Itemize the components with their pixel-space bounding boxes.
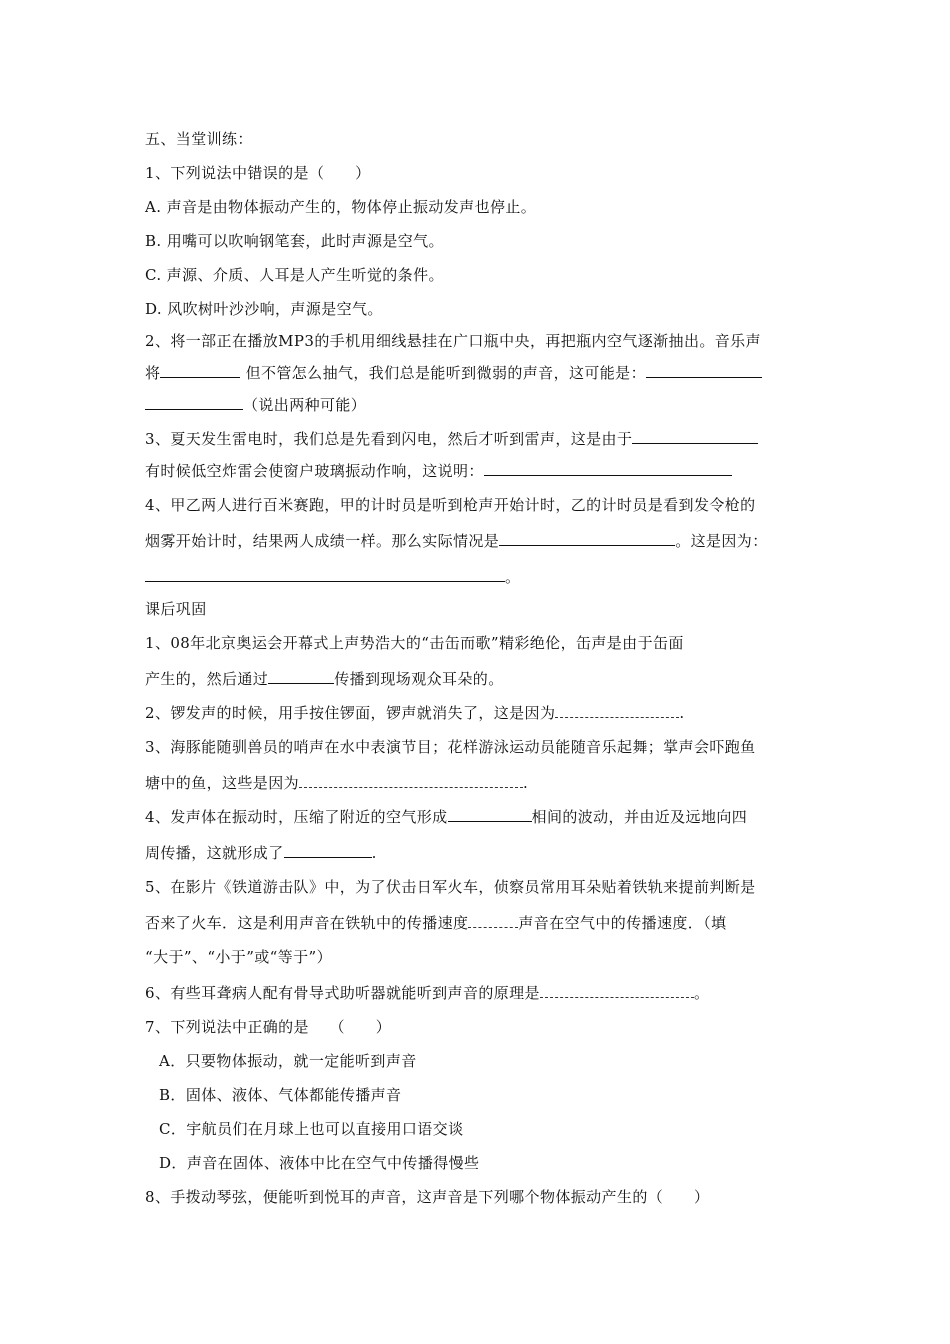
question-4-blank-1[interactable] (499, 531, 675, 546)
question-1-option-a: A. 声音是由物体振动产生的，物体停止振动发声也停止。 (145, 198, 537, 216)
review-4-text-d: . (371, 844, 377, 862)
question-3-blank-2[interactable] (484, 461, 732, 476)
question-3-text-b: 有时候低空炸雷会使窗户玻璃振动作响，这说明： (145, 462, 484, 480)
review-3-line-2 (145, 772, 528, 793)
question-3-text-a: 3、夏天发生雷电时，我们总是先看到闪电，然后才听到雷声，这是由于 (145, 430, 633, 448)
section-title: 五、当堂训练： (145, 130, 253, 148)
question-1-option-b: B. 用嘴可以吹响钢笔套，此时声源是空气。 (145, 232, 444, 250)
review-5-text-b: 声音在空气中的传播速度．（填 (518, 914, 727, 932)
question-3-blank-1[interactable] (632, 429, 758, 444)
question-4-line-1: 4、甲乙两人进行百米赛跑，甲的计时员是听到枪声开始计时，乙的计时员是看到发令枪的 (145, 496, 756, 514)
review-title: 课后巩固 (145, 600, 207, 618)
review-3-blank[interactable] (299, 773, 523, 788)
review-7-option-d: D．声音在固体、液体中比在空气中传播得慢些 (159, 1154, 480, 1172)
review-3-text-b: . (523, 774, 529, 792)
question-2-text-a: 将 (145, 364, 161, 382)
review-2-text-b: . (679, 704, 685, 722)
review-5-line-2 (145, 912, 727, 933)
review-2-blank[interactable] (555, 703, 679, 718)
question-1-option-c: C. 声源、介质、人耳是人产生听觉的条件。 (145, 266, 444, 284)
question-2-line-2 (145, 362, 762, 383)
review-3-text-a: 塘中的鱼，这些是因为 (145, 774, 300, 792)
review-2-line (145, 702, 685, 723)
question-1-option-d: D. 风吹树叶沙沙响，声源是空气。 (145, 300, 383, 318)
review-1-line-1: 1、08年北京奥运会开幕式上声势浩大的“击缶而歌”精彩绝伦，缶声是由于缶面 (145, 634, 684, 652)
question-2-blank-2[interactable] (646, 363, 762, 378)
question-4-blank-2[interactable] (145, 567, 505, 582)
review-6-blank[interactable] (540, 983, 694, 998)
question-3-line-2 (145, 460, 732, 481)
review-1-line-2 (145, 668, 504, 689)
question-3-line-1 (145, 428, 758, 449)
review-4-text-c: 周传播，这就形成了 (145, 844, 284, 862)
review-1-text-b: 传播到现场观众耳朵的。 (334, 670, 504, 688)
review-4-blank-1[interactable] (448, 807, 532, 822)
review-7-option-a: A．只要物体振动，就一定能听到声音 (159, 1052, 417, 1070)
review-4-line-1 (145, 806, 747, 827)
question-2-line-3 (145, 394, 366, 415)
question-4-text-a: 烟雾开始计时，结果两人成绩一样。那么实际情况是 (145, 532, 500, 550)
question-2-text-b: 但不管怎么抽气，我们总是能听到微弱的声音，这可能是： (240, 364, 646, 382)
review-1-blank[interactable] (268, 669, 334, 684)
question-4-line-3 (145, 566, 520, 587)
review-6-line (145, 982, 709, 1003)
review-5-text-a: 否来了火车．这是利用声音在铁轨中的传播速度 (145, 914, 469, 932)
review-6-text-a: 6、有些耳聋病人配有骨导式助听器就能听到声音的原理是 (145, 984, 540, 1002)
review-4-text-b: 相间的波动，并由近及远地向四 (531, 808, 748, 826)
question-2-text-c: （说出两种可能） (243, 396, 367, 414)
review-1-text-a: 产生的，然后通过 (145, 670, 269, 688)
review-5-blank[interactable] (468, 913, 518, 928)
review-7-option-c: C．宇航员们在月球上也可以直接用口语交谈 (159, 1120, 464, 1138)
question-2-blank-3[interactable] (145, 395, 243, 410)
question-4-line-2 (145, 530, 768, 551)
review-3-line-1: 3、海豚能随驯兽员的哨声在水中表演节目；花样游泳运动员能随音乐起舞；掌声会吓跑鱼 (145, 738, 756, 756)
review-7-stem: 7、下列说法中正确的是 （ ） (145, 1018, 392, 1036)
review-4-line-2 (145, 842, 377, 863)
question-2-line-1: 2、将一部正在播放MP3的手机用细线悬挂在广口瓶中央，再把瓶内空气逐渐抽出。音乐声 (145, 332, 761, 350)
question-4-text-c: 。 (505, 568, 521, 586)
question-2-blank-1[interactable] (160, 363, 240, 378)
review-4-blank-2[interactable] (284, 843, 372, 858)
review-5-line-1: 5、在影片《铁道游击队》中，为了伏击日军火车，侦察员常用耳朵贴着铁轨来提前判断是 (145, 878, 756, 896)
review-7-option-b: B．固体、液体、气体都能传播声音 (159, 1086, 402, 1104)
question-4-text-b: 。这是因为： (675, 532, 768, 550)
review-5-line-3: “大于”、“小于”或“等于”） (145, 948, 333, 966)
review-8-stem: 8、手拨动琴弦，便能听到悦耳的声音，这声音是下列哪个物体振动产生的（ ） (145, 1188, 710, 1206)
review-4-text-a: 4、发声体在振动时，压缩了附近的空气形成 (145, 808, 448, 826)
review-6-text-b: 。 (693, 984, 710, 1002)
question-1-stem: 1、下列说法中错误的是（ ） (145, 164, 371, 182)
review-2-text-a: 2、锣发声的时候，用手按住锣面，锣声就消失了，这是因为 (145, 704, 556, 722)
